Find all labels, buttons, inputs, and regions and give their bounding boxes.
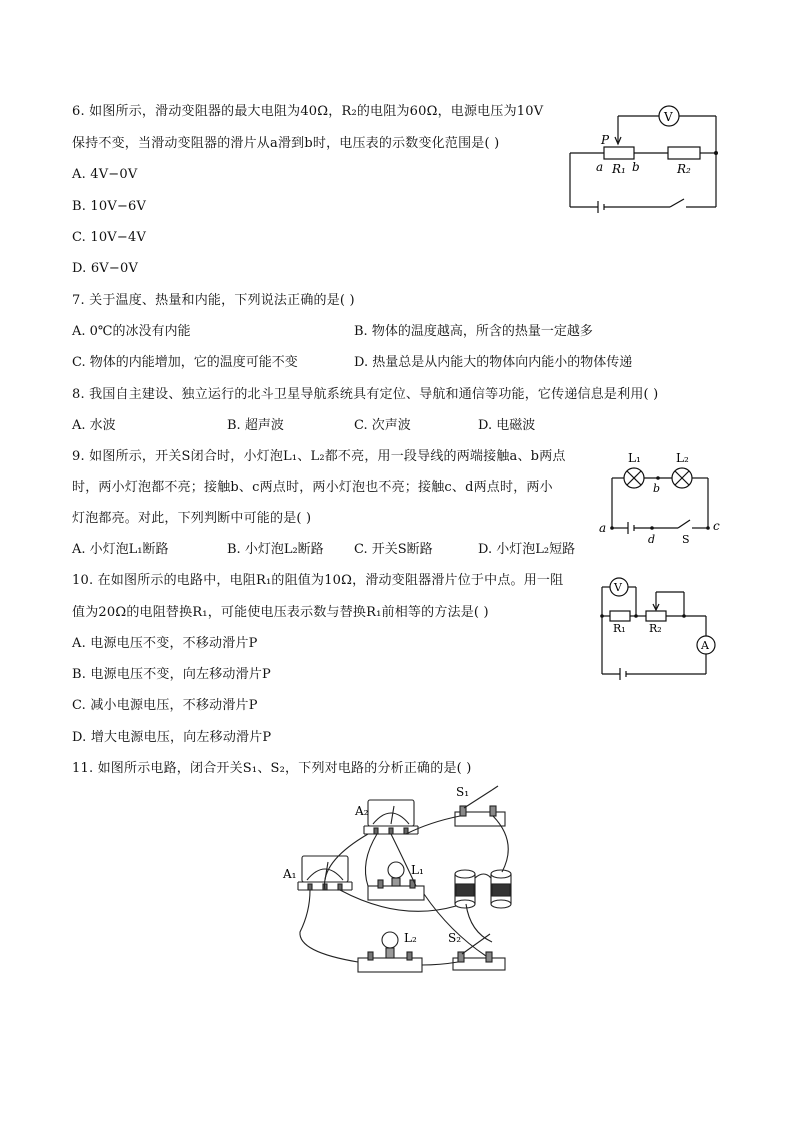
q9-point-a-label: a [599, 521, 607, 535]
q10-stem-line2: 值为20Ω的电阻替换R₁，可能使电压表示数与替换R₁前相等的方法是( ) [72, 605, 489, 620]
q8-option-a: A. 水波 [72, 418, 116, 433]
q9-point-b-label: b [653, 482, 661, 495]
q11-l1-label: L₁ [411, 863, 424, 877]
q10-r2-resistor [646, 611, 666, 621]
q8-option-b: B. 超声波 [227, 418, 284, 433]
q9-point-d-label: d [648, 533, 656, 546]
q11-battery-left [455, 870, 475, 908]
q7-stem: 7. 关于温度、热量和内能，下列说法正确的是( ) [72, 293, 355, 308]
q10-stem-line1: 10. 在如图所示的电路中，电阻R₁的阻值为10Ω，滑动变阻器滑片位于中点。用一阻 [72, 573, 564, 588]
q9-stem-line1: 9. 如图所示，开关S闭合时，小灯泡L₁、L₂都不亮，用一段导线的两端接触a、b两点 [72, 449, 566, 464]
q10-voltmeter-label: V [614, 581, 622, 594]
q11-a1-label: A₁ [283, 867, 297, 881]
q7-option-c: C. 物体的内能增加，它的温度可能不变 [72, 355, 298, 370]
q7-option-b: B. 物体的温度越高，所含的热量一定越多 [354, 324, 593, 339]
q7-option-a: A. 0℃的冰没有内能 [72, 324, 191, 339]
q6-option-c: C. 10V−4V [72, 230, 147, 245]
q6-r2-resistor [668, 147, 700, 159]
q9-point-c-label: c [713, 519, 720, 533]
q9-option-c: C. 开关S断路 [354, 542, 433, 557]
q9-l1-label: L₁ [628, 451, 641, 465]
q10-option-a: A. 电源电压不变，不移动滑片P [72, 636, 258, 651]
q6-circuit-diagram [560, 100, 730, 215]
q11-stem: 11. 如图所示电路，闭合开关S₁、S₂，下列对电路的分析正确的是( ) [72, 761, 472, 776]
q6-option-d: D. 6V−0V [72, 261, 139, 276]
q6-r2-label: R₂ [677, 162, 691, 176]
q6-r1-resistor [604, 147, 634, 159]
q6-end-a-label: a [596, 160, 604, 174]
q10-option-b: B. 电源电压不变，向左移动滑片P [72, 667, 271, 682]
q10-circuit-diagram [594, 574, 724, 684]
q7-option-d: D. 热量总是从内能大的物体向内能小的物体传递 [354, 355, 633, 370]
q10-ammeter-label: A [701, 639, 709, 652]
q10-option-d: D. 增大电源电压，向左移动滑片P [72, 730, 272, 745]
q8-option-d: D. 电磁波 [478, 418, 536, 433]
q10-r1-label: R₁ [613, 622, 626, 635]
q8-option-c: C. 次声波 [354, 418, 411, 433]
q6-switch [670, 199, 684, 207]
q9-stem-line3: 灯泡都亮。对此，下列判断中可能的是( ) [72, 511, 312, 526]
q9-option-d: D. 小灯泡L₂短路 [478, 542, 576, 557]
q10-r2-label: R₂ [649, 622, 662, 635]
q9-option-b: B. 小灯泡L₂断路 [227, 542, 324, 557]
q11-ammeter-a2 [364, 800, 418, 834]
q9-switch-s-label: S [682, 533, 690, 546]
q11-s2-label: S₂ [448, 931, 462, 945]
q11-l2-label: L₂ [404, 931, 417, 945]
q6-stem-line1: 6. 如图所示，滑动变阻器的最大电阻为40Ω，R₂的电阻为60Ω，电源电压为10V [72, 104, 544, 119]
q6-end-b-label: b [632, 160, 640, 174]
q11-circuit-photo-diagram [280, 782, 525, 977]
q9-stem-line2: 时，两小灯泡都不亮；接触b、c两点时，两小灯泡也不亮；接触c、d两点时，两小 [72, 480, 553, 495]
q10-r1-resistor [610, 611, 630, 621]
q11-s1-label: S₁ [456, 785, 470, 799]
q9-switch-s [678, 520, 690, 528]
q8-stem: 8. 我国自主建设、独立运行的北斗卫星导航系统具有定位、导航和通信等功能，它传递信息是利用( ) [72, 387, 659, 402]
q9-option-a: A. 小灯泡L₁断路 [72, 542, 169, 557]
q6-option-b: B. 10V−6V [72, 199, 147, 214]
q6-r1-label: R₁ [612, 162, 626, 176]
q9-circuit-diagram [594, 446, 724, 546]
q6-option-a: A. 4V−0V [72, 167, 138, 182]
q11-a2-label: A₂ [355, 804, 369, 818]
q10-option-c: C. 减小电源电压，不移动滑片P [72, 698, 258, 713]
q6-stem-line2: 保持不变，当滑动变阻器的滑片从a滑到b时，电压表的示数变化范围是( ) [72, 136, 500, 151]
q6-voltmeter-label: V [664, 110, 673, 124]
q6-slider-label: P [601, 133, 610, 147]
q9-l2-label: L₂ [676, 451, 689, 465]
q11-battery-right [491, 870, 511, 908]
